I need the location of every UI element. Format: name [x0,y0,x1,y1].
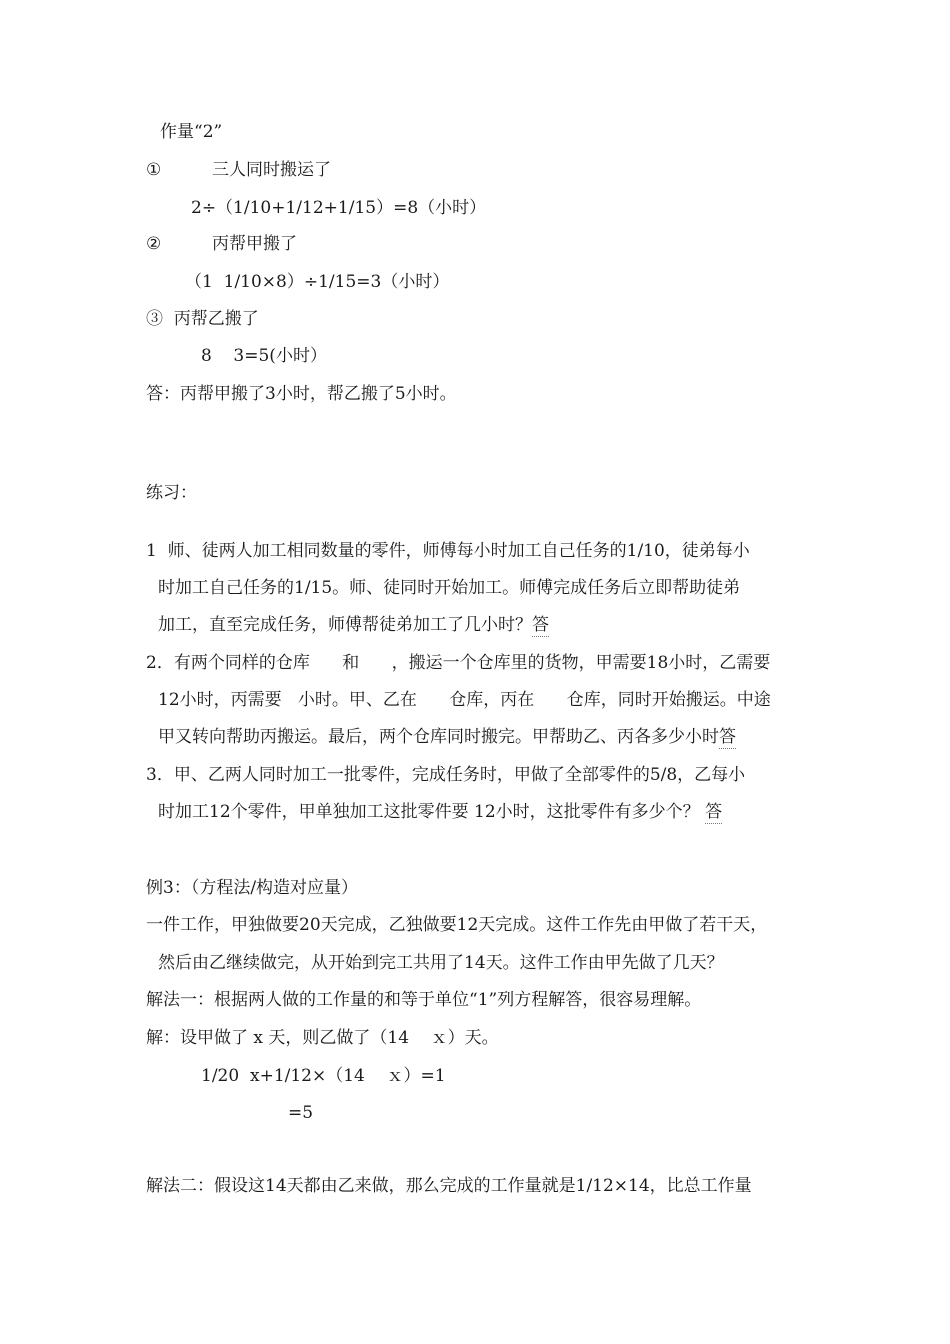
calculation: 8 3=5(小时） [201,346,327,366]
answer-line: 答：丙帮甲搬了3小时，帮乙搬了5小时。 [146,384,457,404]
step-text: 三人同时搬运了 [212,160,331,180]
calculation: 2÷（1/10+1/12+1/15）=8（小时） [191,198,487,218]
step-text: 丙帮甲搬了 [212,234,297,254]
question-text: 时加工12个零件，甲单独加工这批零件要 12小时，这批零件有多少个？ [158,802,706,822]
method-line: 解法一：根据两人做的工作量的和等于单位“1”列方程解答，很容易理解。 [146,990,702,1010]
question-text: 甲又转向帮助丙搬运。最后，两个仓库同时搬完。甲帮助乙、丙各多少小时 [158,727,719,747]
question-line: 1 师、徒两人加工相同数量的零件，师傅每小时加工自己任务的1/10，徒弟每小 [146,541,750,561]
calculation: （1 1/10×8）÷1/15=3（小时） [185,272,450,292]
paragraph-line: 一件工作，甲独做要20天完成，乙独做要12天完成。这件工作先由甲做了若干天， [146,915,768,935]
method-line: 解法二：假设这14天都由乙来做，那么完成的工作量就是1/12×14，比总工作量 [146,1176,752,1196]
step-number: ② [146,234,162,254]
question-line: 3．甲、乙两人同时加工一批零件，完成任务时，甲做了全部零件的5/8，乙每小 [146,765,746,785]
question-line [158,726,736,748]
question-line: 12小时，丙需要 小时。甲、乙在 仓库，丙在 仓库，同时开始搬运。中途 [158,690,771,710]
answer-blank: 答 [719,727,736,747]
section-heading: 练习： [146,483,197,503]
paragraph-line: 然后由乙继续做完，从开始到完工共用了14天。这件工作由甲先做了几天？ [158,953,724,973]
example-title: 例3：（方程法/构造对应量） [146,878,359,898]
question-line: 2．有两个同样的仓库 和 ，搬运一个仓库里的货物，甲需要18小时，乙需要 [146,653,771,673]
text-line: 作量“2” [160,122,223,142]
answer-blank: 答 [532,615,549,635]
question-text: 加工，直至完成任务，师傅帮徒弟加工了几小时？ [158,615,532,635]
result: =5 [288,1103,314,1123]
step-number: ① [146,160,162,180]
answer-blank: 答 [705,802,723,822]
step-line: ③ 丙帮乙搬了 [146,309,259,329]
equation: 1/20 x+1/12×（14 ｘ）=1 [201,1066,446,1086]
question-line [158,801,722,823]
question-line: 时加工自己任务的1/15。师、徒同时开始加工。师傅完成任务后立即帮助徒弟 [158,578,741,598]
question-line [158,614,549,636]
solution-setup: 解：设甲做了 x 天，则乙做了（14 ｘ）天。 [146,1028,499,1048]
